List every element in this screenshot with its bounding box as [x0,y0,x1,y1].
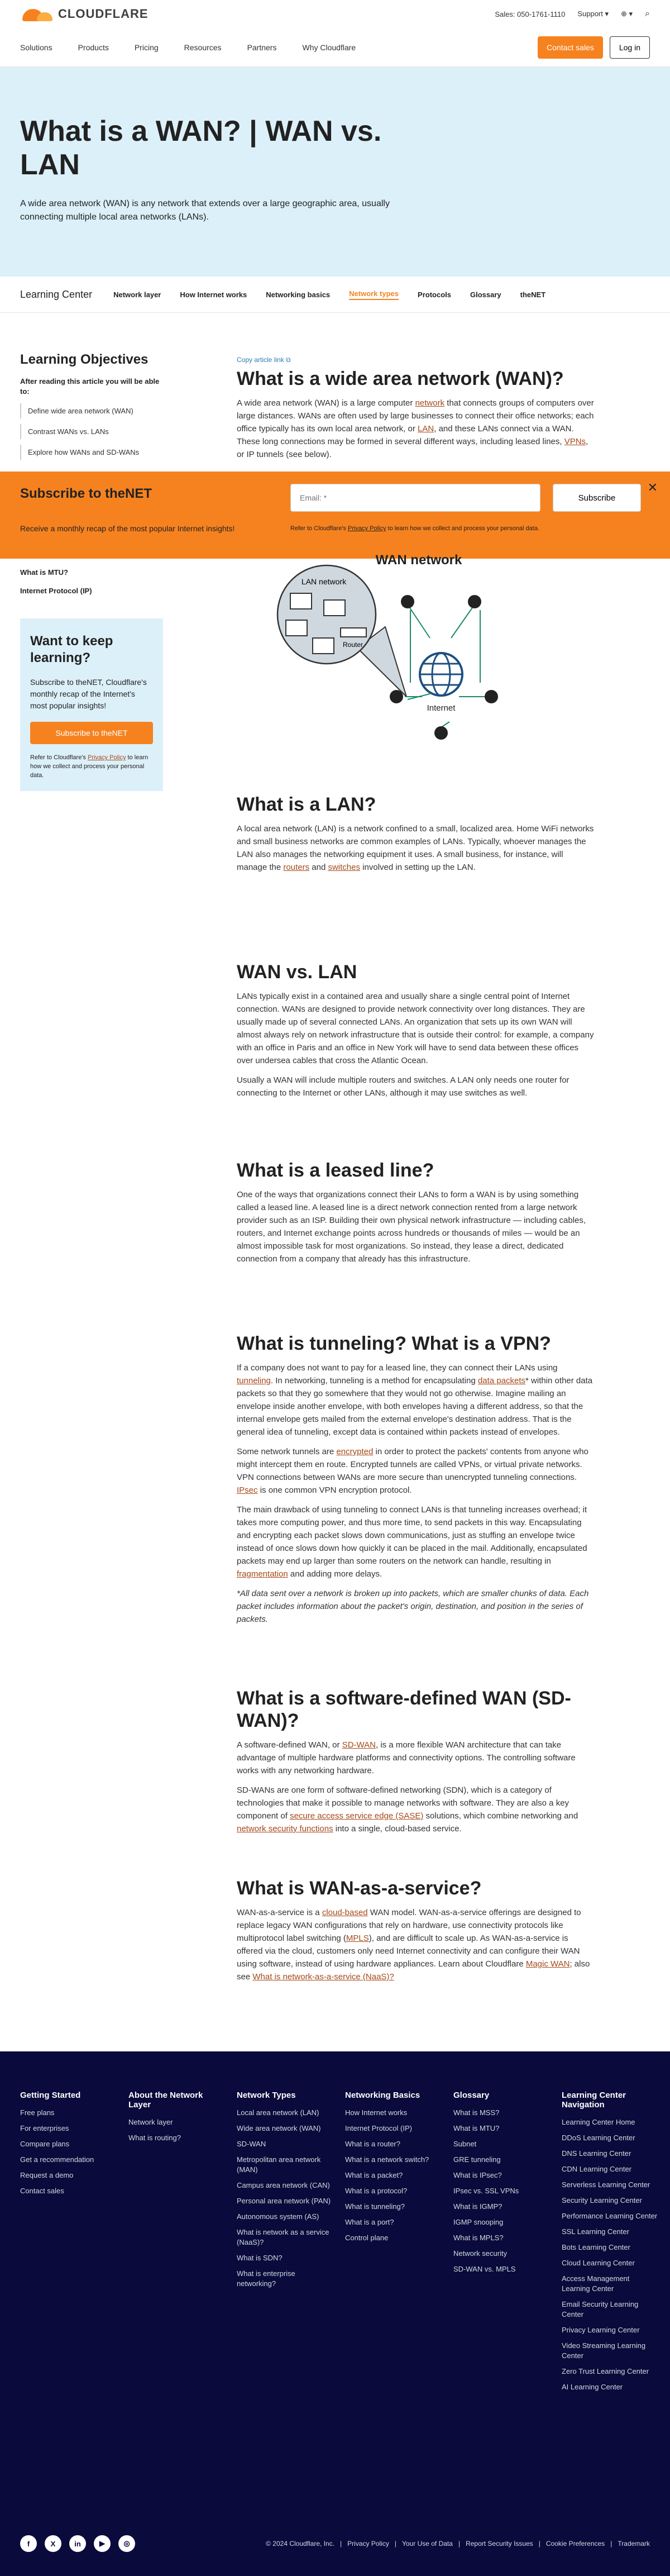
search-icon[interactable]: ⌕ [645,9,650,18]
legal-separator: | [538,2540,540,2548]
top-bar [0,0,670,28]
copy-icon: ⧉ [286,356,291,364]
section-title: WAN vs. LAN [237,961,357,983]
footer-column-title: Network Types [237,2091,296,2100]
footer-link[interactable]: DDoS Learning Center [562,2134,635,2142]
subnav-glossary[interactable]: Glossary [470,290,501,299]
footer-link[interactable]: Autonomous system (AS) [237,2212,319,2221]
footer-link[interactable]: Metropolitan area network (MAN) [237,2155,321,2174]
footer-link[interactable]: SD-WAN vs. MPLS [453,2265,516,2273]
section-wan-vs-lan [237,961,594,1099]
article [237,356,594,461]
network-node [468,595,481,608]
footer-link[interactable]: Bots Learning Center [562,2243,630,2251]
computer-icon [286,620,307,636]
footer-link[interactable]: Serverless Learning Center [562,2180,650,2189]
support-menu[interactable]: Support ▾ [577,9,609,18]
footer-link[interactable]: Video Streaming Learning Center [562,2341,646,2360]
router-icon [341,628,366,637]
footer-link[interactable]: Cloud Learning Center [562,2259,635,2267]
footer-column-title: Glossary [453,2091,490,2100]
footer-link[interactable]: DNS Learning Center [562,2149,631,2158]
section-title: What is a leased line? [237,1160,434,1181]
paragraph: A local area network (LAN) is a network confined to a small, localized area. Home WiFi networks and small business networks are common examples of LANs. Typically, whoever manages the LAN also manages the networking equipment it uses. A small business, for instance, will manage the routers and switches involved in setting up the LAN. [237,824,594,872]
keep-learning-card [20,618,163,791]
sidebar [20,352,163,791]
footer-link[interactable]: What is SDN? [237,2254,283,2262]
x-icon[interactable]: X [45,2535,61,2552]
legal-link[interactable]: Trademark [618,2540,650,2548]
lan-label: LAN network [301,577,347,586]
subnav-protocols[interactable]: Protocols [418,290,451,299]
footer-link[interactable]: What is IGMP? [453,2202,502,2211]
footer-link[interactable]: SSL Learning Center [562,2227,629,2236]
subscribe-thenet-button[interactable]: Subscribe to theNET [30,722,153,744]
footer-column [128,2091,237,2398]
subnav-network-types[interactable]: Network types [349,289,399,300]
footer-link[interactable]: Internet Protocol (IP) [345,2124,412,2132]
footer-link[interactable]: What is MSS? [453,2108,500,2117]
nav-why-cloudflare[interactable]: Why Cloudflare [302,42,356,52]
section-lan [237,793,594,874]
footer-column [20,2091,128,2398]
objective-item: Define wide area network (WAN) [20,403,163,418]
nav-solutions[interactable]: Solutions [20,42,52,52]
privacy-policy-link[interactable]: Privacy Policy [88,754,126,761]
footer-column [345,2091,453,2398]
footer-link[interactable]: Contact sales [20,2187,64,2195]
facebook-icon[interactable]: f [20,2535,37,2552]
network-node [401,595,414,608]
footer-link[interactable]: What is MPLS? [453,2234,504,2242]
legal-link[interactable]: Cookie Preferences [545,2540,605,2548]
footer-link[interactable]: Network layer [128,2118,173,2126]
link-sase[interactable]: secure access service edge (SASE) [290,1811,424,1821]
related-link[interactable]: Internet Protocol (IP) [20,587,92,595]
nav-products[interactable]: Products [78,42,109,52]
objective-item: Explore how WANs and SD-WANs [20,445,163,460]
section-sd-wan [237,1687,594,1835]
sales-phone[interactable]: Sales: 050-1761-1110 [495,9,566,18]
footer-link[interactable]: What is a network switch? [345,2155,429,2164]
link-fragmentation[interactable]: fragmentation [237,1569,288,1579]
footer-link[interactable]: Network security [453,2249,508,2258]
footer-link[interactable]: Compare plans [20,2140,70,2148]
footer-link[interactable]: Control plane [345,2234,389,2242]
keep-learning-text: Subscribe to theNET, Cloudflare's monthly recap of the Internet's most popular insights! [30,678,147,710]
language-selector[interactable]: ⊕ ▾ [621,9,633,18]
footer-link[interactable]: AI Learning Center [562,2383,623,2391]
footer-link[interactable]: Campus area network (CAN) [237,2181,330,2189]
keep-learning-title: Want to keep learning? [30,634,113,665]
related-link[interactable]: What is MTU? [20,568,68,577]
subscribe-banner [0,472,670,559]
wan-network-diagram [257,549,547,755]
legal-separator: | [610,2540,612,2548]
legal-separator: | [458,2540,461,2548]
footer-link[interactable]: What is enterprise networking? [237,2269,295,2288]
paragraph: Usually a WAN will include multiple routers and switches. A LAN only needs one router for connecting to the Internet or other LANs, although it may use switches as well. [237,1075,570,1098]
cloud-logo-icon [20,6,54,22]
footer-link[interactable]: Free plans [20,2108,55,2117]
section-leased-line [237,1159,594,1265]
footer-link[interactable]: What is network as a service (NaaS)? [237,2228,329,2246]
link-encrypted[interactable]: encrypted [336,1447,374,1456]
footer-link[interactable]: What is MTU? [453,2124,500,2132]
youtube-icon[interactable]: ▶ [94,2535,111,2552]
footer-link[interactable]: GRE tunneling [453,2155,501,2164]
footer-column-title: Getting Started [20,2091,81,2100]
footer-link[interactable]: How Internet works [345,2108,408,2117]
section-title: What is a software-defined WAN (SD-WAN)? [237,1688,571,1731]
footer-link[interactable]: CDN Learning Center [562,2165,632,2173]
computer-icon [313,638,334,654]
nav-partners[interactable]: Partners [247,42,277,52]
footer-link[interactable]: What is a router? [345,2140,400,2148]
footer-link[interactable]: Local area network (LAN) [237,2108,319,2117]
link-mpls[interactable]: MPLS [346,1934,369,1943]
legal-link[interactable]: Privacy Policy [347,2540,389,2548]
link-sd-wan[interactable]: SD-WAN [342,1740,376,1750]
link-switches[interactable]: switches [328,863,360,872]
footer-link[interactable]: Security Learning Center [562,2196,642,2204]
paragraph: The main drawback of using tunneling to connect LANs is that tunneling increases overhead; it takes more computing power, and thus more time, to send packets in this way. Encapsulating and encrypting each packet slows down communications, just as stuffing an envelope twice instead of once slows down how quickly it can be placed in the mail. Additionally, encapsulated packets may end up larger than some routers on the network can handle, resulting in fragmentation and adding more delays. [237,1505,587,1579]
paragraph: Some network tunnels are encrypted in order to protect the packets' contents from anyone who might intercept them en route. Encrypted tunnels are called VPNs, or virtual private networks. VPN connections between WANs are more secure than unencrypted tunneling connections. IPsec is one common VPN encryption protocol. [237,1447,588,1495]
legal-separator: | [340,2540,342,2548]
learning-center-label[interactable]: Learning Center [20,288,93,300]
nav-pricing[interactable]: Pricing [134,42,159,52]
banner-privacy-link[interactable]: Privacy Policy [348,525,386,532]
footer-link[interactable]: For enterprises [20,2124,69,2132]
paragraph: A software-defined WAN, or SD-WAN, is a more flexible WAN architecture that can take advantage of multiple hardware platforms and connectivity options. The controlling software works with any networking hardware. [237,1740,576,1775]
copy-article-link[interactable]: Copy article link ⧉ [237,356,291,364]
link-data-packets[interactable]: data packets [477,1376,526,1385]
footer-link[interactable]: Subnet [453,2140,477,2148]
footer-link[interactable]: What is IPsec? [453,2171,502,2179]
close-icon[interactable]: ✕ [647,480,658,494]
learning-center-nav [0,277,670,313]
link-vpns[interactable]: VPNs [564,437,586,446]
link-naas[interactable]: What is network-as-a-service (NaaS)? [252,1972,394,1982]
footer [0,2051,670,2576]
internet-label: Internet [427,703,456,713]
router-label: Router [342,641,363,649]
linkedin-icon[interactable]: in [69,2535,86,2552]
objectives-title: Learning Objectives [20,352,149,367]
footer-link[interactable]: What is a packet? [345,2171,403,2179]
subnav-network-layer[interactable]: Network layer [113,290,161,299]
email-input[interactable] [290,484,540,512]
paragraph: One of the ways that organizations connect their LANs to form a WAN is by using something called a leased line. A leased line is a direct network connection rented from a large network provider such as an ISP. Building their own physical network infrastructure — including cables, routers, and Internet exchange points across hundreds or thousands of miles — would be an almost impossible task for most organizations. So instead, they lease a direct, dedicated connection from a company that already has this infrastructure. [237,1190,586,1264]
brand-name: CLOUDFLARE [58,7,149,21]
banner-description: Receive a monthly recap of the most popular Internet insights! [20,524,235,533]
subscribe-button[interactable]: Subscribe [553,484,641,512]
subnav-networking-basics[interactable]: Networking basics [266,290,331,299]
instagram-icon[interactable]: ◎ [118,2535,135,2552]
footnote: *All data sent over a network is broken up into packets, which are smaller chunks of data. Each packet includes information about the packet's origin, destination, and position in the series of packets. [237,1589,589,1624]
cloudflare-logo[interactable] [20,6,149,22]
footer-link[interactable]: Request a demo [20,2171,74,2179]
section-tunneling [237,1332,594,1626]
footer-column [562,2091,670,2398]
footer-link[interactable]: Wide area network (WAN) [237,2124,321,2132]
legal-separator: | [394,2540,396,2548]
page-subtitle: A wide area network (WAN) is any network that extends over a large geographic area, usually connecting multiple local area networks (LANs). [20,199,390,222]
diagram-title: WAN network [375,553,462,568]
section-title: What is WAN-as-a-service? [237,1878,482,1899]
banner-privacy-note: Refer to Cloudflare's Privacy Policy to learn how we collect and process your personal data. [290,525,540,532]
footer-link[interactable]: What is a port? [345,2218,394,2226]
link-ipsec[interactable]: IPsec [237,1485,258,1495]
footer-column-title: Learning Center Navigation [562,2091,626,2110]
footer-link[interactable]: What is a protocol? [345,2187,408,2195]
legal-link[interactable]: Your Use of Data [401,2540,453,2548]
section-title: What is a LAN? [237,794,376,815]
footer-column [237,2091,345,2398]
footer-link[interactable]: Personal area network (PAN) [237,2197,331,2205]
banner-title: Subscribe to theNET [20,486,152,501]
link-routers[interactable]: routers [283,863,310,872]
section-title: What is a wide area network (WAN)? [237,368,564,389]
footer-link[interactable]: IPsec vs. SSL VPNs [453,2187,519,2195]
paragraph: WAN-as-a-service is a cloud-based WAN model. WAN-as-a-service offerings are designed to replace legacy WAN configurations that rely on hardware, use connectivity protocols like multiprotocol label switching (MPLS), and are difficult to scale up. As WAN-as-a-service is offered via the cloud, customers only need Internet connectivity and can configure their WAN using software, instead of using hardware appliances. Learn about Cloudflare Magic WAN; also see What is network-as-a-service (NaaS)? [237,1908,590,1982]
footer-link[interactable]: Learning Center Home [562,2118,635,2126]
legal-link[interactable]: Report Security Issues [466,2540,533,2548]
paragraph: If a company does not want to pay for a leased line, they can connect their LANs using tunneling. In networking, tunneling is a method for encapsulating data packets* within other data packets so that they go somewhere that they would not go otherwise. Imagine mailing an envelope inside another envelope, with both envelopes having a different address, so that the internal envelope gets mailed from the external envelope's destination address. That is the general idea of tunneling, except data is contained within packets instead of envelopes. [237,1363,593,1437]
link-lan[interactable]: LAN [418,424,434,434]
paragraph: A wide area network (WAN) is a large computer network that connects groups of computers over large distances. WANs are often used by large businesses to connect their office networks; each office typically has its own local area network, or LAN, and these LANs connect via a WAN. These long connections may be formed in several different ways, including leased lines, VPNs, or IP tunnels (see below). [237,398,594,459]
objectives-lead: After reading this article you will be able to: [20,377,160,396]
contact-sales-button[interactable]: Contact sales [538,36,603,59]
link-tunneling[interactable]: tunneling [237,1376,271,1385]
network-node [434,726,448,740]
subnav-how-internet-works[interactable]: How Internet works [180,290,247,299]
network-node [390,690,403,703]
link-network[interactable]: network [415,398,445,408]
footer-link[interactable]: Zero Trust Learning Center [562,2367,649,2375]
footer-link[interactable]: Performance Learning Center [562,2212,658,2220]
objective-item: Contrast WANs vs. LANs [20,424,163,439]
footer-link[interactable]: Get a recommendation [20,2155,94,2164]
footer-link[interactable]: Access Management Learning Center [562,2274,630,2293]
privacy-note: Refer to Cloudflare's Privacy Policy to learn how we collect and process your personal data. [30,754,149,779]
nav-resources[interactable]: Resources [184,42,222,52]
footer-link[interactable]: Privacy Learning Center [562,2326,640,2334]
main-nav [0,28,670,67]
paragraph: LANs typically exist in a contained area and usually share a single central point of Internet connection. WANs are designed to provide network connectivity over long distances. They are usually made up of several connected LANs. An organization that sets up its own WAN will almost always rely on network infrastructure that is outside their control: for example, a company with an office in Paris and an office in New York will have to send data between these offices over undersea cables that cross the Atlantic Ocean. [237,992,594,1065]
link-cloud-based[interactable]: cloud-based [322,1908,368,1917]
link-network-security[interactable]: network security functions [237,1824,333,1834]
footer-link[interactable]: What is routing? [128,2134,181,2142]
footer-link[interactable]: IGMP snooping [453,2218,504,2226]
subnav-thenet[interactable]: theNET [520,290,546,299]
link-magic-wan[interactable]: Magic WAN [525,1959,570,1969]
legal-link[interactable]: © 2024 Cloudflare, Inc. [266,2540,335,2548]
paragraph: SD-WANs are one form of software-defined networking (SDN), which is a category of technologies that make it possible to manage networks with software. They are also a key component of secure access service edge (SASE) solutions, which combine networking and network security functions into a single, cloud-based service. [237,1785,578,1834]
footer-link[interactable]: SD-WAN [237,2140,266,2148]
footer-column [453,2091,562,2398]
computer-icon [324,600,345,616]
page-title: What is a WAN? | WAN vs. LAN [20,115,382,181]
login-button[interactable]: Log in [610,36,650,59]
hero [0,67,670,277]
footer-column-title: About the Network Layer [128,2091,203,2110]
section-title: What is tunneling? What is a VPN? [237,1333,551,1354]
section-wan-as-a-service [237,1877,594,1983]
network-node [485,690,498,703]
footer-link[interactable]: What is tunneling? [345,2202,405,2211]
footer-link[interactable]: Email Security Learning Center [562,2300,639,2318]
footer-column-title: Networking Basics [345,2091,420,2100]
subscribe-form [290,484,616,532]
computer-icon [290,593,312,609]
